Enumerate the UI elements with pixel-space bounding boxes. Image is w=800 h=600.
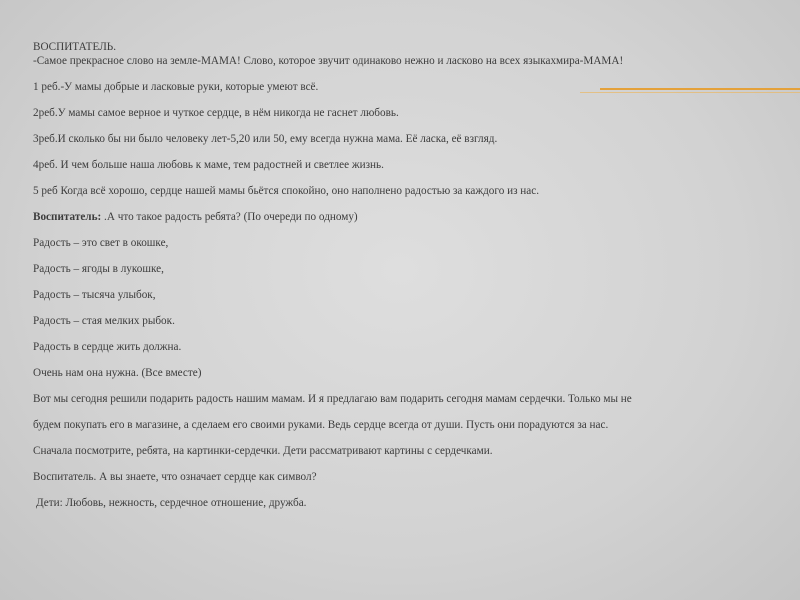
intro-line: -Самое прекрасное слово на земле-МАМА! Слово, которое звучит одинаково нежно и ласково на всех языкахмира-МАМА!: [33, 55, 624, 67]
paragraph-3: Воспитатель. А вы знаете, что означает сердце как символ?: [33, 471, 317, 483]
heading: ВОСПИТАТЕЛЬ.: [33, 41, 116, 53]
child-line-1: 1 реб.-У мамы добрые и ласковые руки, которые умеют всё.: [33, 81, 319, 93]
child-line-5: 5 реб Когда всё хорошо, сердце нашей мамы бьётся спокойно, оно наполнено радостью за каждого из нас.: [33, 185, 540, 197]
child-line-3: 3реб.И сколько бы ни было человеку лет-5,20 или 50, ему всегда нужна мама. Её ласка, её взгляд.: [33, 133, 498, 145]
paragraph-4: Дети: Любовь, нежность, сердечное отношение, дружба.: [36, 497, 307, 509]
teacher-label: Воспитатель:: [33, 211, 102, 223]
document-body: [33, 40, 778, 510]
joy-line-1: Радость – это свет в окошке,: [33, 237, 169, 249]
joy-line-4: Радость – стая мелких рыбок.: [33, 315, 175, 327]
paragraph-1b: будем покупать его в магазине, а сделаем его своими руками. Ведь сердце всегда от души. Пусть они порадуются за нас.: [33, 419, 609, 431]
joy-line-6: Очень нам она нужна. (Все вместе): [33, 367, 202, 379]
joy-line-5: Радость в сердце жить должна.: [33, 341, 182, 353]
teacher-question: [33, 210, 778, 224]
joy-line-2: Радость – ягоды в лукошке,: [33, 263, 164, 275]
paragraph-2: Сначала посмотрите, ребята, на картинки-сердечки. Дети рассматривают картины с сердечками.: [33, 445, 493, 457]
teacher-question-text: .А что такое радость ребята? (По очереди по одному): [101, 211, 358, 223]
child-line-2: 2реб.У мамы самое верное и чуткое сердце, в нём никогда не гаснет любовь.: [33, 107, 399, 119]
joy-line-3: Радость – тысяча улыбок,: [33, 289, 156, 301]
child-line-4: 4реб. И чем больше наша любовь к маме, тем радостней и светлее жизнь.: [33, 159, 384, 171]
paragraph-1a: Вот мы сегодня решили подарить радость нашим мамам. И я предлагаю вам подарить сегодня мамам сердечки. Только мы не: [33, 393, 632, 405]
